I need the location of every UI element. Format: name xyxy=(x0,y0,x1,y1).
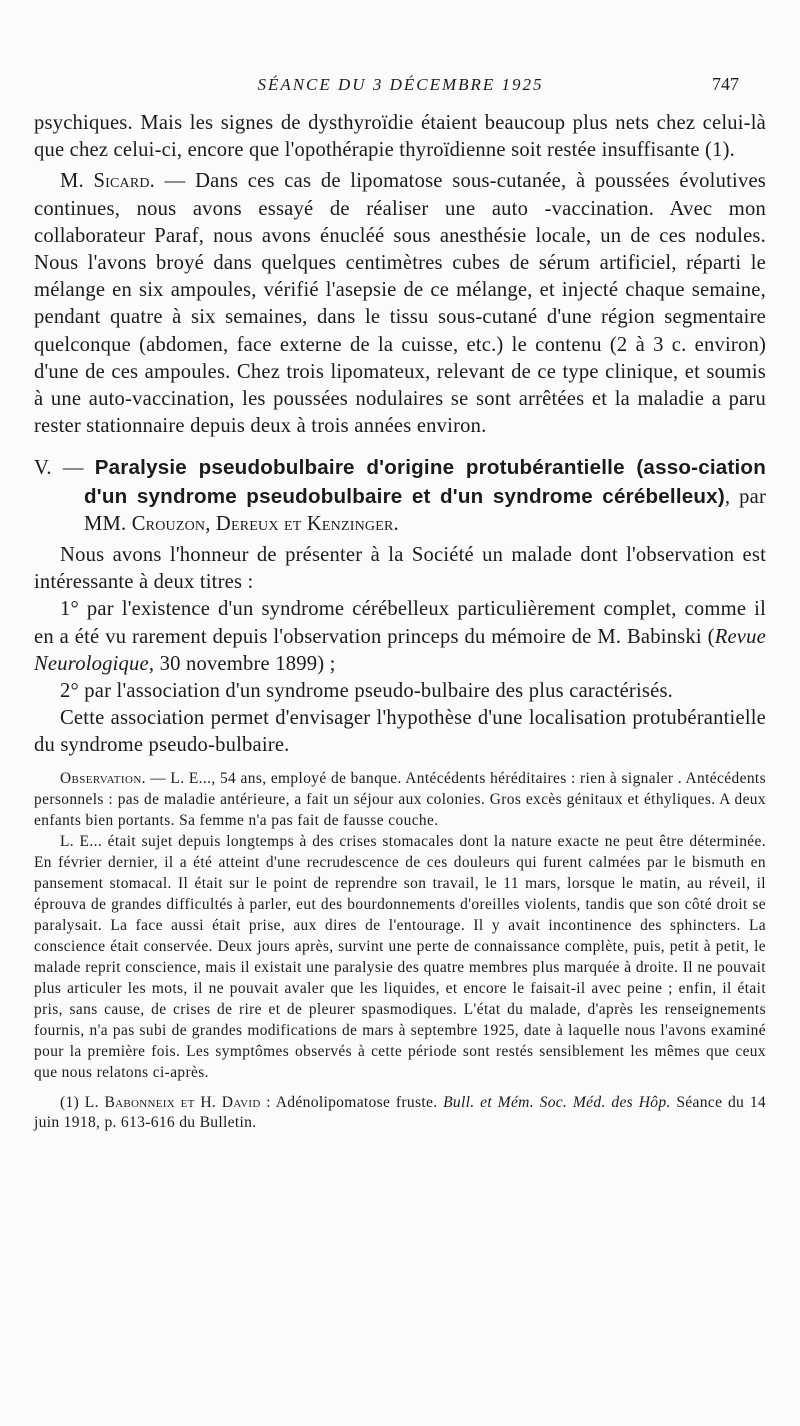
paragraph-sicard xyxy=(34,168,766,440)
journal-title: Revue Neurologique xyxy=(34,625,766,675)
section-numeral: V. — xyxy=(34,457,95,480)
section-authors: Crouzon, Dereux et Kenzinger. xyxy=(131,512,399,535)
footnote xyxy=(34,1093,766,1133)
observation-history: L. E... était sujet depuis longtemps à des crises stomacales dont la nature exacte ne peut être déterminée. En février dernier, il a été atteint d'une recrudescence de ces douleurs qui furent calmées par le bismuth en pansement stomacal. Il était sur le point de reprendre son travail, le 11 mars, lorsque le matin, au réveil, il éprouva de grandes difficultés à parler, eut des bourdonnements d'oreilles violents, tandis que son côté droit se paralysait. La face aussi était prise, aux dires de l'entourage. Il y avait incontinence des sphincters. La conscience était conservée. Deux jours après, survint une perte de connaissance complète, puis, petit à petit, le malade reprit conscience, mais il existait une paralysie des quatre membres plus marquée à droite. Il ne pouvait plus articuler les mots, il ne pouvait avaler que les liquides, et encore le faisait-il avec peine ; enfin, il était pris, sans cause, de crises de rire et de pleurer spasmodiques. L'état du malade, d'après les renseignements fournis, n'a pas subi de grandes modifications de mars à septembre 1925, date à laquelle nous l'avons examiné pour la première fois. Les symptômes observés à cette période sont restés sensiblement les mêmes que ceux que nous relatons ci-après. xyxy=(34,832,766,1081)
speaker-name: M. Sicard. xyxy=(60,170,156,193)
observation-text: — L. E..., 54 ans, employé de banque. Antécédents héréditaires : rien à signaler . Antécédents personnels : pas de maladie antérieure, a fait un séjour aux colonies. Gros excès génitaux et éthyliques. A deux enfants bien portants. Sa femme n'a pas fait de fausse couche. xyxy=(34,769,766,829)
observation-paragraph xyxy=(34,768,766,831)
section-title-bold-cont: (asso-ciation d'un syndrome pseudobulbaire et d'un syndrome cérébelleux) xyxy=(84,456,766,508)
paragraph-hypothesis: Cette association permet d'envisager l'hypothèse d'une localisation protubérantielle du syndrome pseudo-bulbaire. xyxy=(34,707,766,757)
footnote-text: : Adénolipomatose fruste. xyxy=(260,1093,444,1111)
item-text: 1° par l'existence d'un syndrome cérébelleux particulièrement complet, comme il en a été vu rarement depuis l'observation princeps du mémoire de M. Babinski ( xyxy=(34,598,766,648)
page-body xyxy=(34,110,766,1133)
list-item-2: 2° par l'association d'un syndrome pseudo-bulbaire des plus caractérisés. xyxy=(60,680,674,703)
section-by: , par MM. xyxy=(84,485,767,535)
observation-label: Observation. xyxy=(60,769,146,787)
paragraph-intro: Nous avons l'honneur de présenter à la Société un malade dont l'observation est intéressante à deux titres : xyxy=(34,544,766,594)
paragraph-text: — Dans ces cas de lipomatose sous-cutanée, à poussées évolutives continues, nous avons essayé de réaliser une auto -vaccination. Avec mon collaborateur Paraf, nous avons énucléé sous anesthésie locale, un de ces nodules. Nous l'avons broyé dans quelques centimètres cubes de sérum artificiel, réparti le mélange en six ampoules, vérifié l'asepsie de ce mélange, et injecté chaque semaine, pendant quatre à six semaines, dans le tissu sous-cutané d'une région segmentaire quelconque (abdomen, face externe de la cuisse, etc.) le contenu (2 à 3 c. environ) d'une de ces ampoules. Chez trois lipomateux, relevant de ce type clinique, et soumis à une auto-vaccination, les poussées nodulaires se sont arrêtées et la maladie a paru rester stationnaire depuis deux à trois années environ. xyxy=(34,170,766,438)
paragraph-continuation: psychiques. Mais les signes de dysthyroïdie étaient beaucoup plus nets chez celui-là que chez celui-ci, encore que l'opothérapie thyroïdienne soit restée insuffisante (1). xyxy=(34,112,766,162)
running-title: SÉANCE DU 3 DÉCEMBRE 1925 xyxy=(257,75,544,94)
footnote-authors: Babonneix et H. David xyxy=(104,1093,261,1111)
list-item-1 xyxy=(34,596,766,678)
footnote-journal: Bull. et Mém. Soc. Méd. des Hôp. xyxy=(443,1093,671,1111)
footnote-number: (1) L. xyxy=(60,1093,105,1111)
footnote-text-end: Séance du 14 juin 1918, p. 613-616 du Bulletin. xyxy=(34,1093,767,1131)
page-number: 747 xyxy=(712,74,739,94)
section-title-bold: Paralysie pseudobulbaire d'origine protubérantielle xyxy=(94,456,625,480)
section-heading xyxy=(34,454,766,538)
running-header xyxy=(62,72,739,98)
item-text-end: , 30 novembre 1899) ; xyxy=(148,652,336,675)
